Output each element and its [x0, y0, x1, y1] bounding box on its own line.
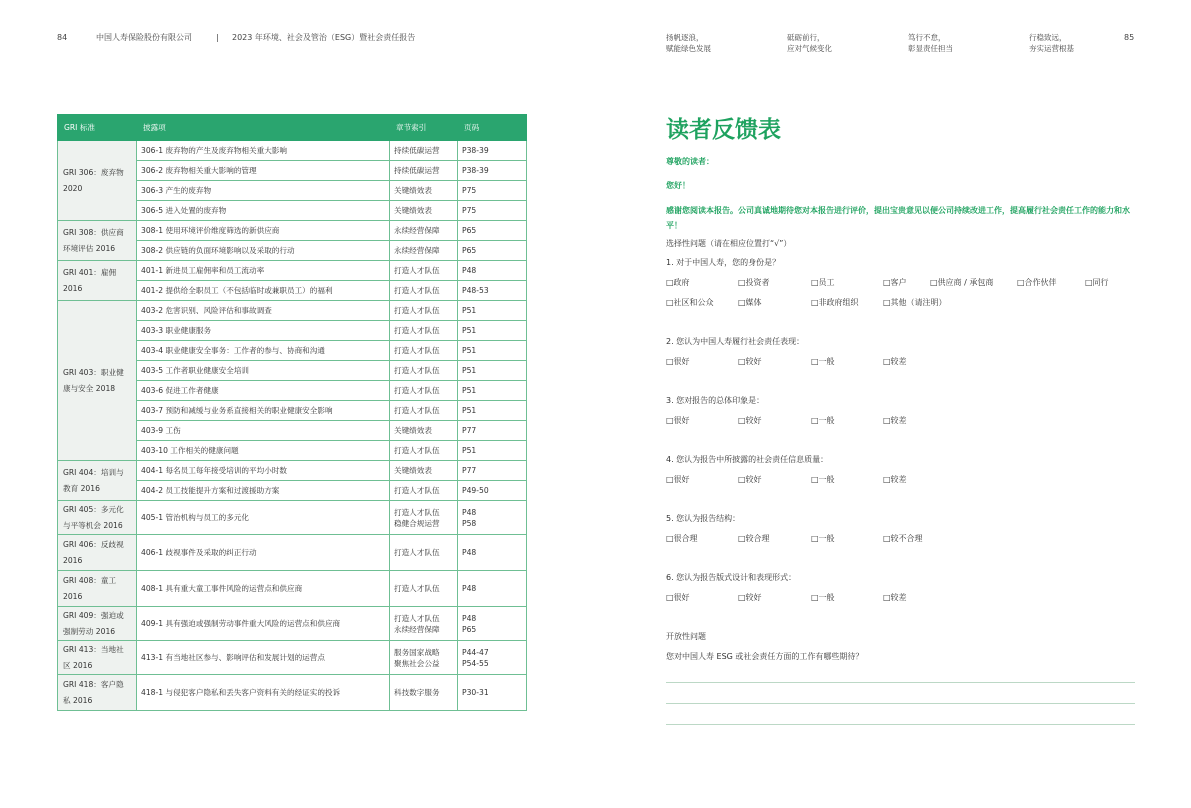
page-number-cell: P30-31 [458, 675, 527, 711]
disclosure-item-cell: 404-1 每名员工每年接受培训的平均小时数 [137, 461, 390, 481]
gri-standard-cell: GRI 405：多元化与平等机会 2016 [58, 501, 137, 535]
nav-line2: 彰显责任担当 [908, 44, 953, 53]
disclosure-item-cell: 403-2 危害识别、风险评估和事故调查 [137, 301, 390, 321]
chapter-index-cell: 科技数字服务 [390, 675, 458, 711]
page-number-cell: P77 [458, 421, 527, 441]
nav-line1: 扬帆逐浪， [666, 33, 704, 42]
disclosure-item-cell: 306-3 产生的废弃物 [137, 181, 390, 201]
page-number-cell: P51 [458, 381, 527, 401]
page-number-cell: P38-39 [458, 161, 527, 181]
nav-line2: 应对气候变化 [787, 44, 832, 53]
checkbox-option[interactable]: □较不合理 [883, 534, 923, 543]
question-text: 1. 对于中国人寿，您的身份是？ [666, 258, 781, 267]
table-row [58, 261, 527, 281]
nav-line1: 行稳致远， [1029, 33, 1067, 42]
disclosure-item-cell: 306-1 废弃物的产生及废弃物相关重大影响 [137, 141, 390, 161]
option-row [666, 297, 1146, 309]
chapter-index-cell: 持续低碳运营 [390, 161, 458, 181]
chapter-index-cell: 打造人才队伍 [390, 481, 458, 501]
page-number-cell: P77 [458, 461, 527, 481]
checkbox-option[interactable]: □很好 [666, 475, 690, 484]
checkbox-option[interactable]: □较好 [738, 475, 762, 484]
nav-section-2[interactable] [787, 32, 832, 54]
table-header-row [58, 115, 527, 141]
page-number-cell: P51 [458, 401, 527, 421]
page-number-cell: P51 [458, 301, 527, 321]
page-number-cell: P75 [458, 201, 527, 221]
checkbox-option[interactable]: □一般 [811, 475, 835, 484]
table-row [58, 641, 527, 675]
answer-line[interactable] [666, 682, 1135, 683]
chapter-index-cell: 永续经营保障 [390, 241, 458, 261]
checkbox-option[interactable]: □供应商 / 承包商 [930, 278, 994, 287]
checkbox-option[interactable]: □一般 [811, 593, 835, 602]
page-number-cell: P48 [458, 535, 527, 571]
checkbox-option[interactable]: □媒体 [738, 298, 762, 307]
chapter-index-cell: 打造人才队伍 [390, 535, 458, 571]
checkbox-option[interactable]: □其他（请注明） [883, 298, 947, 307]
page-number-cell: P44-47 P54-55 [458, 641, 527, 675]
table-row [58, 535, 527, 571]
page-number-cell: P38-39 [458, 141, 527, 161]
col-header-item: 披露项 [137, 115, 390, 141]
chapter-index-cell: 打造人才队伍 [390, 261, 458, 281]
chapter-index-cell: 关键绩效表 [390, 201, 458, 221]
chapter-index-cell: 打造人才队伍 [390, 361, 458, 381]
chapter-index-cell: 打造人才队伍 [390, 441, 458, 461]
disclosure-item-cell: 403-9 工伤 [137, 421, 390, 441]
chapter-index-cell: 关键绩效表 [390, 461, 458, 481]
checkbox-option[interactable]: □较差 [883, 475, 907, 484]
table-row [58, 571, 527, 607]
checkbox-option[interactable]: □很好 [666, 416, 690, 425]
chapter-index-cell: 关键绩效表 [390, 181, 458, 201]
checkbox-option[interactable]: □很合理 [666, 534, 698, 543]
page-number-cell: P51 [458, 321, 527, 341]
page-number-cell: P49-50 [458, 481, 527, 501]
chapter-index-cell: 打造人才队伍 [390, 341, 458, 361]
gri-standard-cell: GRI 404：培训与教育 2016 [58, 461, 137, 501]
open-heading: 开放性问题 [666, 632, 706, 641]
disclosure-item-cell: 403-5 工作者职业健康安全培训 [137, 361, 390, 381]
nav-section-3[interactable] [908, 32, 953, 54]
gri-standard-cell: GRI 418：客户隐私 2016 [58, 675, 137, 711]
checkbox-option[interactable]: □员工 [811, 278, 835, 287]
disclosure-item-cell: 406-1 歧视事件及采取的纠正行动 [137, 535, 390, 571]
page-number-right: 85 [1124, 33, 1135, 42]
disclosure-item-cell: 409-1 具有强迫或强制劳动事件重大风险的运营点和供应商 [137, 607, 390, 641]
table-row [58, 607, 527, 641]
disclosure-item-cell: 403-3 职业健康服务 [137, 321, 390, 341]
table-row [58, 221, 527, 241]
chapter-index-cell: 打造人才队伍 永续经营保障 [390, 607, 458, 641]
disclosure-item-cell: 308-2 供应链的负面环境影响以及采取的行动 [137, 241, 390, 261]
checkbox-option[interactable]: □较好 [738, 593, 762, 602]
page-number-left: 84 [57, 33, 68, 42]
disclosure-item-cell: 408-1 具有重大童工事件风险的运营点和供应商 [137, 571, 390, 607]
page-number-cell: P48 P65 [458, 607, 527, 641]
option-row [666, 474, 1146, 486]
disclosure-item-cell: 403-10 工作相关的健康问题 [137, 441, 390, 461]
nav-line2: 赋能绿色发展 [666, 44, 711, 53]
disclosure-item-cell: 404-2 员工技能提升方案和过渡援助方案 [137, 481, 390, 501]
gri-standard-cell: GRI 306：废弃物 2020 [58, 141, 137, 221]
chapter-index-cell: 打造人才队伍 [390, 321, 458, 341]
table-row [58, 675, 527, 711]
chapter-index-cell: 关键绩效表 [390, 421, 458, 441]
option-row [666, 592, 1146, 604]
page-number-cell: P48 [458, 571, 527, 607]
gri-standard-cell: GRI 403：职业健康与安全 2018 [58, 301, 137, 461]
feedback-greeting: 尊敬的读者： [666, 157, 714, 166]
page-number-cell: P48 P58 [458, 501, 527, 535]
col-header-standard: GRI 标准 [58, 115, 137, 141]
disclosure-item-cell: 306-2 废弃物相关重大影响的管理 [137, 161, 390, 181]
header-separator: | [216, 33, 219, 42]
checkbox-option[interactable]: □一般 [811, 534, 835, 543]
feedback-title: 读者反馈表 [666, 117, 781, 143]
table-row [58, 501, 527, 535]
nav-section-4[interactable] [1029, 32, 1074, 54]
checkbox-option[interactable]: □较差 [883, 416, 907, 425]
disclosure-item-cell: 401-1 新进员工雇佣率和员工流动率 [137, 261, 390, 281]
checkbox-option[interactable]: □较差 [883, 357, 907, 366]
disclosure-item-cell: 403-7 预防和减缓与业务系直接相关的职业健康安全影响 [137, 401, 390, 421]
chapter-index-cell: 永续经营保障 [390, 221, 458, 241]
checkbox-option[interactable]: □一般 [811, 416, 835, 425]
question-text: 3. 您对报告的总体印象是： [666, 396, 765, 405]
choice-heading: 选择性问题（请在相应位置打“√”） [666, 239, 792, 248]
report-title: 2023 年环境、社会及管治（ESG）暨社会责任报告 [232, 33, 416, 42]
checkbox-option[interactable]: □较差 [883, 593, 907, 602]
chapter-index-cell: 打造人才队伍 [390, 281, 458, 301]
option-row [666, 415, 1146, 427]
gri-standard-cell: GRI 406：反歧视 2016 [58, 535, 137, 571]
company-name: 中国人寿保险股份有限公司 [96, 33, 192, 42]
nav-line1: 砥砺前行， [787, 33, 825, 42]
gri-standard-cell: GRI 408：童工 2016 [58, 571, 137, 607]
question-text: 6. 您认为报告版式设计和表现形式： [666, 573, 797, 582]
nav-section-1[interactable] [666, 32, 711, 54]
chapter-index-cell: 打造人才队伍 [390, 381, 458, 401]
checkbox-option[interactable]: □社区和公众 [666, 298, 714, 307]
col-header-page: 页码 [458, 115, 527, 141]
checkbox-option[interactable]: □较好 [738, 416, 762, 425]
option-row [666, 533, 1146, 545]
gri-index-table [57, 114, 527, 711]
question-text: 4. 您认为报告中所披露的社会责任信息质量： [666, 455, 829, 464]
page-number-cell: P51 [458, 341, 527, 361]
col-header-chapter: 章节索引 [390, 115, 458, 141]
checkbox-option[interactable]: □同行 [1085, 278, 1109, 287]
checkbox-option[interactable]: □很好 [666, 593, 690, 602]
checkbox-option[interactable]: □一般 [811, 357, 835, 366]
disclosure-item-cell: 403-4 职业健康安全事务：工作者的参与、协商和沟通 [137, 341, 390, 361]
page-number-cell: P51 [458, 441, 527, 461]
feedback-intro: 感谢您阅读本报告。公司真诚地期待您对本报告进行评价，提出宝贵意见以便公司持续改进工作，提高履行社会责任工作的能力和水平！ [666, 206, 1130, 230]
table-row [58, 461, 527, 481]
disclosure-item-cell: 413-1 有当地社区参与、影响评估和发展计划的运营点 [137, 641, 390, 675]
page-number-cell: P75 [458, 181, 527, 201]
page-number-cell: P48 [458, 261, 527, 281]
answer-line[interactable] [666, 724, 1135, 725]
gri-standard-cell: GRI 308：供应商环境评估 2016 [58, 221, 137, 261]
nav-line1: 笃行不怠， [908, 33, 946, 42]
feedback-hello: 您好！ [666, 181, 690, 190]
table-row [58, 141, 527, 161]
disclosure-item-cell: 306-5 进入处置的废弃物 [137, 201, 390, 221]
answer-line[interactable] [666, 703, 1135, 704]
question-text: 5. 您认为报告结构： [666, 514, 741, 523]
checkbox-option[interactable]: □较合理 [738, 534, 770, 543]
checkbox-option[interactable]: □合作伙伴 [1017, 278, 1057, 287]
gri-standard-cell: GRI 413：当地社区 2016 [58, 641, 137, 675]
chapter-index-cell: 打造人才队伍 稳健合规运营 [390, 501, 458, 535]
disclosure-item-cell: 405-1 管治机构与员工的多元化 [137, 501, 390, 535]
checkbox-option[interactable]: □较好 [738, 357, 762, 366]
gri-standard-cell: GRI 409：强迫或强制劳动 2016 [58, 607, 137, 641]
checkbox-option[interactable]: □很好 [666, 357, 690, 366]
checkbox-option[interactable]: □政府 [666, 278, 690, 287]
chapter-index-cell: 打造人才队伍 [390, 571, 458, 607]
page-number-cell: P48-53 [458, 281, 527, 301]
open-question: 您对中国人寿 ESG 或社会责任方面的工作有哪些期待？ [666, 652, 864, 661]
nav-line2: 夯实运营根基 [1029, 44, 1074, 53]
gri-standard-cell: GRI 401：雇佣 2016 [58, 261, 137, 301]
table-row [58, 301, 527, 321]
checkbox-option[interactable]: □非政府组织 [811, 298, 859, 307]
disclosure-item-cell: 308-1 使用环境评价维度筛选的新供应商 [137, 221, 390, 241]
page-number-cell: P65 [458, 241, 527, 261]
option-row [666, 277, 1146, 289]
chapter-index-cell: 打造人才队伍 [390, 401, 458, 421]
chapter-index-cell: 打造人才队伍 [390, 301, 458, 321]
disclosure-item-cell: 401-2 提供给全职员工（不包括临时或兼职员工）的福利 [137, 281, 390, 301]
checkbox-option[interactable]: □投资者 [738, 278, 770, 287]
page-number-cell: P65 [458, 221, 527, 241]
option-row [666, 356, 1146, 368]
page-number-cell: P51 [458, 361, 527, 381]
question-text: 2. 您认为中国人寿履行社会责任表现： [666, 337, 805, 346]
disclosure-item-cell: 418-1 与侵犯客户隐私和丢失客户资料有关的经证实的投诉 [137, 675, 390, 711]
disclosure-item-cell: 403-6 促进工作者健康 [137, 381, 390, 401]
checkbox-option[interactable]: □客户 [883, 278, 907, 287]
chapter-index-cell: 服务国家战略 聚焦社会公益 [390, 641, 458, 675]
chapter-index-cell: 持续低碳运营 [390, 141, 458, 161]
